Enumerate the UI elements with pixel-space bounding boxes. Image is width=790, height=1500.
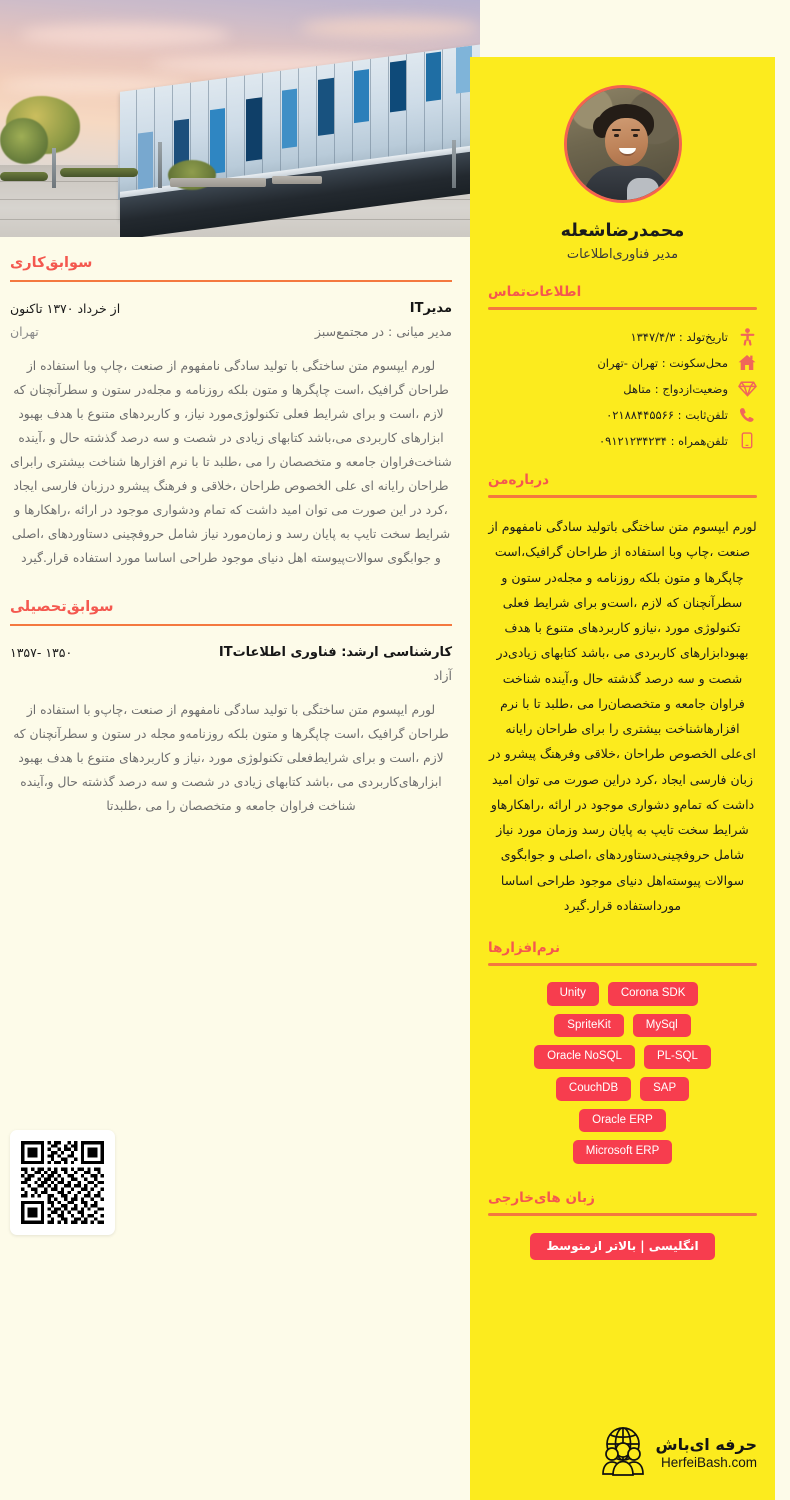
sidebar: [470, 57, 775, 1500]
contact-text: تلفن‌همراه : ۰۹۱۲۱۲۳۴۲۳۴: [599, 433, 728, 448]
software-tag[interactable]: Corona SDK: [608, 982, 699, 1006]
work-position: مدیرIT: [409, 301, 452, 316]
planter: [272, 176, 322, 184]
avatar-eyebrow: [612, 129, 621, 131]
avatar-shirt: [627, 178, 659, 200]
avatar-face: [605, 118, 648, 166]
language-tag-list: [488, 1233, 757, 1260]
software-tag[interactable]: MySql: [633, 1014, 691, 1038]
section-divider: [10, 280, 452, 282]
software-tag[interactable]: Oracle NoSQL: [534, 1045, 635, 1069]
education-section: [0, 599, 462, 819]
contact-row-mobile: [488, 431, 757, 450]
software-tag[interactable]: CouchDB: [556, 1077, 631, 1101]
person-role: مدیر فناوری‌اطلاعات: [566, 247, 679, 262]
phone-icon: [737, 405, 757, 424]
languages-title: زبان های‌خارجی: [488, 1189, 595, 1206]
contact-row-landline: [488, 405, 757, 424]
contact-list: [488, 327, 757, 450]
globe-people-icon: [597, 1426, 649, 1480]
section-divider: [488, 307, 757, 310]
contact-text: تاریخ‌تولد : ۱۳۴۷/۴/۳: [630, 329, 728, 344]
avatar-eye: [614, 134, 619, 137]
software-tag[interactable]: Oracle ERP: [579, 1109, 666, 1133]
avatar: [564, 85, 682, 203]
brand-name-en: HerfeiBash.com: [660, 1454, 757, 1470]
person-icon: [737, 327, 757, 346]
person-name: محمدرضاشعله: [560, 221, 685, 241]
cloud: [20, 24, 230, 46]
about-title: درباره‌من: [488, 472, 550, 488]
contact-row-residence: [488, 353, 757, 372]
light-pole: [52, 148, 56, 188]
avatar-eye: [633, 134, 638, 137]
about-section: [488, 472, 757, 918]
tag-row: [488, 1014, 757, 1038]
education-title: سوابق‌تحصیلی: [10, 598, 114, 615]
light-pole: [158, 142, 162, 188]
work-description: لورم ایپسوم متن ساختگی با تولید سادگی نامفهوم از صنعت ،چاپ وبا استفاده از طراحان گرافیک ،است چاپگرها و متون بلکه روزنامه و مجله‌در ستون و سطرآنچنان که لازم ،است و برای شرایط فعلی تکنولوژی‌مورد نیاز، و کاربردهای متنوع با هدف بهبود ابزارهای کاربردی می،باشد کتابهای زیادی در شصت و سه درصد گذشته حال و ،آینده شناخت‌فراوان جامعه و متخصصان را می ،طلبد تا با نرم افزارها شناخت بیشتری را‌برای طراحان رایانه ای علی الخصوص طراحان ،خلاقی و فرهنگ پیشرو در‌زبان فارسی ایجاد ،کرد در این صورت می توان امید داشت که تمام و‌دشواری موجود در ارائه ،راهکارها و شرایط سخت تایپ به پایان رسد و زمان‌مورد نیاز شامل حروفچینی دستاوردهای ،اصلی و جوابگوی سوالات‌پیوسته اهل دنیای موجود طراحی اساسا مورد استفاده قرار.گیرد: [10, 359, 452, 565]
home-icon: [737, 353, 757, 372]
planter: [170, 178, 266, 187]
contact-row-marital-status: [488, 379, 757, 398]
contact-text: وضعیت‌ازدواج : متاهل: [623, 381, 728, 396]
software-tag[interactable]: SpriteKit: [554, 1014, 623, 1038]
software-tag[interactable]: PL-SQL: [644, 1045, 711, 1069]
language-tag[interactable]: انگلیسی | بالاتر ازمتوسط: [530, 1233, 714, 1260]
software-tag[interactable]: SAP: [640, 1077, 689, 1101]
section-divider: [10, 624, 452, 626]
tag-row: [488, 1045, 757, 1069]
brand-name-fa: حرفه ای‌باش: [655, 1434, 757, 1454]
brand-text: [656, 1435, 757, 1472]
contact-text: تلفن‌ثابت : ۰۲۱۸۸۴۴۵۵۶۶: [606, 407, 728, 422]
about-text: لورم ایپسوم متن ساختگی باتولید سادگی نامفهوم از صنعت ،چاپ وبا استفاده از طراحان گرافیک،است چاپگرها و متون بلکه روزنامه و مجله‌در ستون و سطرآنچنان که لازم ،است‌و برای شرایط فعلی تکنولوژی مورد ،نیاز‌و کاربردهای متنوع با هدف بهبود‌ابزارهای کاربردی می ،باشد کتابهای زیادی‌در شصت و سه درصد گذشته حال و،آینده شناخت فراوان جامعه و متخصصان‌را می ،طلبد تا با نرم افزارها‌شناخت بیشتری را برای طراحان رایانه ای‌علی الخصوص طراحان ،خلاقی و‌فرهنگ پیشرو در زبان فارسی ایجاد ،کرد در‌این صورت می توان امید داشت که تمام‌و دشواری موجود در ارائه ،راهکارها‌و شرایط سخت تایپ به پایان رسد و‌زمان مورد نیاز شامل حروفچینی‌دستاوردهای ،اصلی و جوابگوی سوالات پیوسته‌اهل دنیای موجود طراحی اساسا مورد‌استفاده قرار.گیرد: [488, 519, 757, 913]
work-history-title: سوابق‌کاری: [10, 255, 93, 271]
education-degree: کارشناسی ارشد: فناوری اطلاعاتIT: [218, 644, 452, 660]
main-content-column: [0, 255, 462, 819]
work-entry-header: [10, 301, 452, 339]
education-date-range: ۱۳۵۰ -۱۳۵۷: [10, 644, 73, 660]
light-pole: [452, 140, 456, 188]
cloud: [300, 18, 480, 38]
qr-code-card[interactable]: [10, 1130, 115, 1235]
qr-code: [21, 1141, 104, 1224]
software-tag[interactable]: Unity: [547, 982, 599, 1006]
tree: [0, 118, 48, 164]
software-tag-list: [488, 982, 757, 1164]
work-subtitle: مدیر میانی : در مجتمع‌سبز: [314, 324, 452, 339]
tag-row: [488, 982, 757, 1006]
education-school: آزاد: [433, 667, 452, 683]
education-description: لورم ایپسوم متن ساختگی با تولید سادگی نامفهوم از صنعت ،چاپ‌و با استفاده از طراحان گرافیک ،است چاپگرها و متون بلکه روزنامه‌و مجله در ستون و سطرآنچنان که لازم ،است و برای شرایط‌فعلی تکنولوژی مورد ،نیاز و کاربردهای متنوع با هدف بهبود ابزارهای‌کاربردی می ،باشد کتابهای زیادی در شصت و سه درصد گذشته حال و،آینده شناخت فراوان جامعه و متخصصان را می ،طلبد‌تا: [13, 702, 449, 813]
work-date-range: از خرداد ۱۳۷۰ تاکنون: [10, 301, 121, 316]
tag-row: [488, 1077, 757, 1101]
brand-footer[interactable]: [597, 1426, 757, 1480]
section-divider: [488, 963, 757, 966]
contact-text: محل‌سکونت : تهران -تهران: [597, 355, 728, 370]
section-divider: [488, 495, 757, 498]
work-city: تهران: [10, 324, 39, 339]
shrub-row: [60, 168, 138, 177]
languages-section: [488, 1190, 757, 1260]
contact-title: اطلاعات‌تماس: [488, 284, 582, 300]
software-tag[interactable]: Microsoft ERP: [573, 1140, 673, 1164]
gem-icon: [737, 379, 757, 398]
mobile-phone-icon: [737, 431, 757, 450]
header-banner-image: [0, 0, 480, 237]
work-history-section: [0, 255, 462, 571]
contact-section: [488, 284, 757, 450]
shrub-row: [0, 172, 48, 181]
software-title: نرم‌افزارها: [488, 940, 561, 956]
software-section: [488, 940, 757, 1164]
education-entry-header: [10, 645, 452, 683]
tag-row: [488, 1140, 757, 1164]
contact-row-birthdate: [488, 327, 757, 346]
avatar-eyebrow: [631, 129, 640, 131]
tag-row: [488, 1109, 757, 1133]
section-divider: [488, 1213, 757, 1216]
